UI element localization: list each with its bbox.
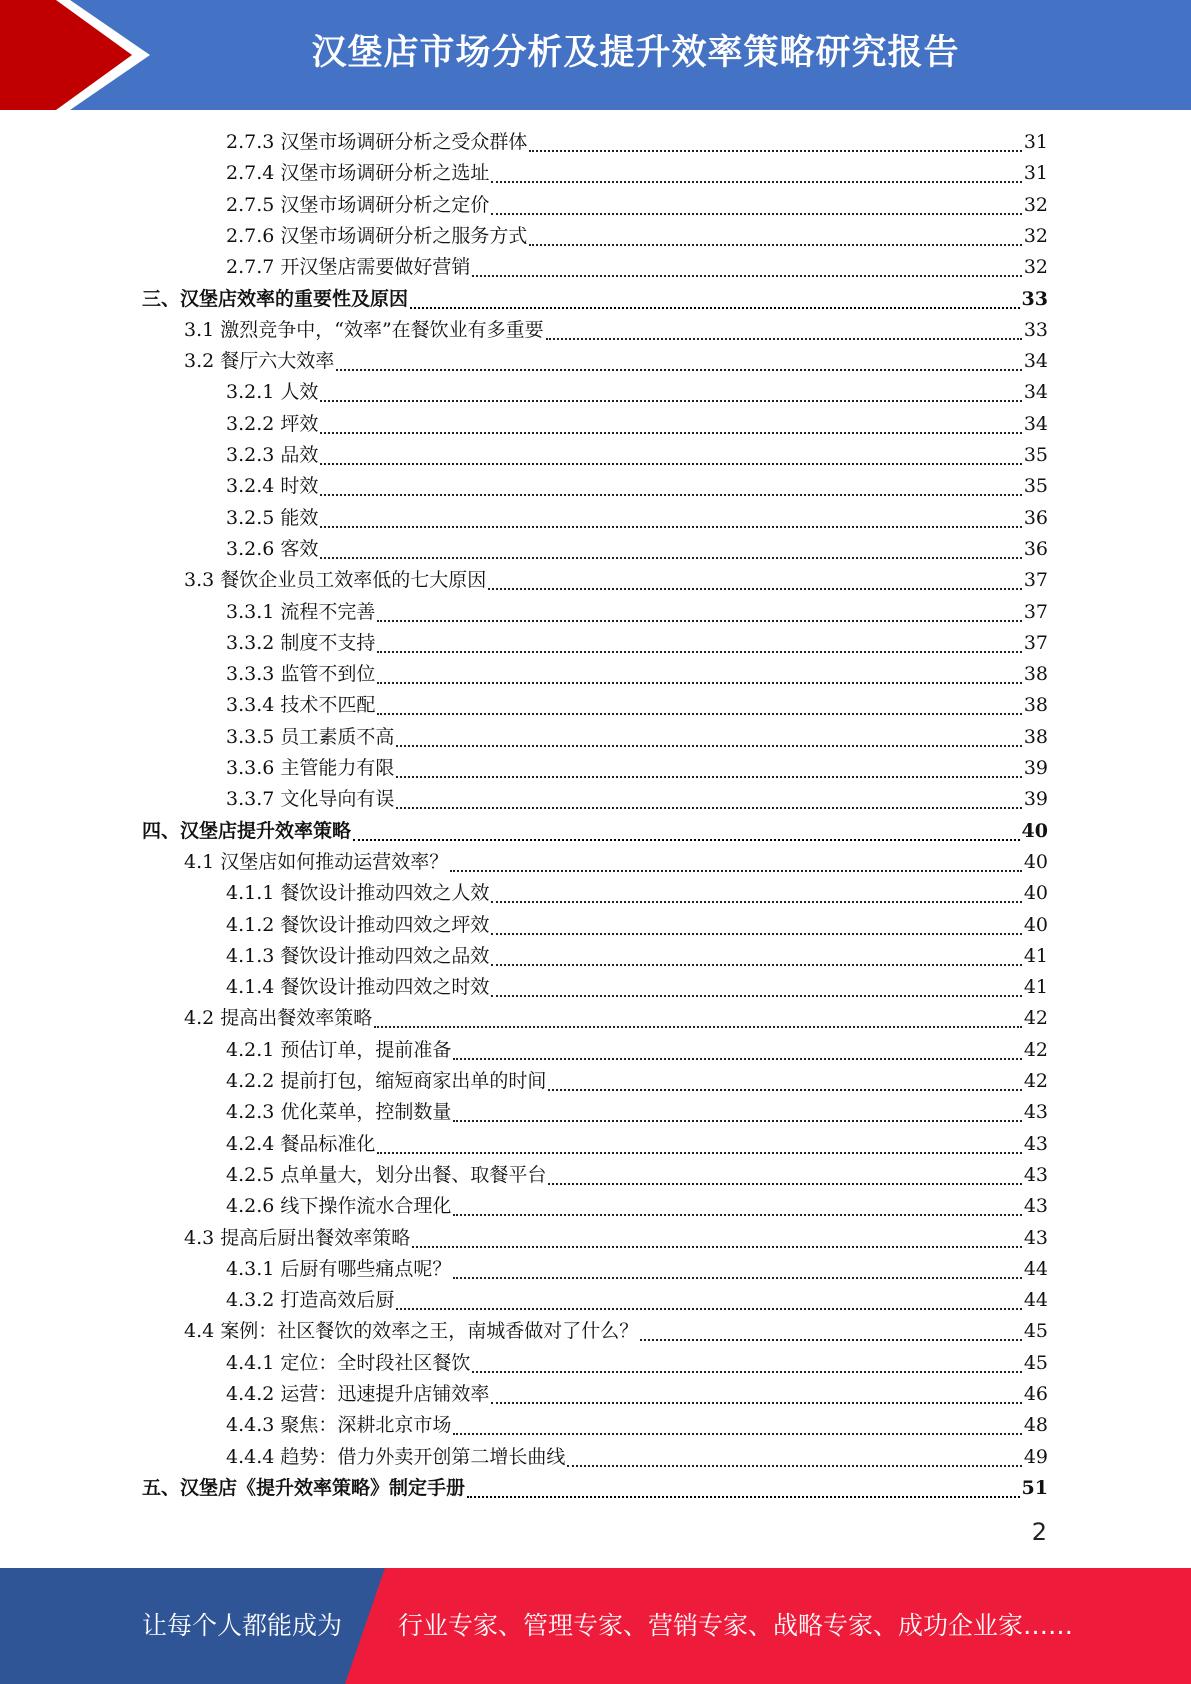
toc-entry-title: 4.2.3 优化菜单，控制数量 (226, 1101, 452, 1124)
toc-entry[interactable] (226, 1097, 1048, 1128)
page-header (0, 0, 1191, 110)
toc-entry-title: 四、汉堡店提升效率策略 (142, 819, 352, 842)
toc-entry-title: 4.3.1 后厨有哪些痛点呢？ (226, 1257, 452, 1280)
toc-entry-title: 4.1.2 餐饮设计推动四效之坪效 (226, 913, 490, 936)
toc-entry-page: 31 (1023, 131, 1048, 153)
toc-entry[interactable] (142, 1473, 1048, 1504)
toc-entry-page: 36 (1023, 537, 1048, 560)
toc-entry-page: 40 (1021, 819, 1048, 842)
toc-entry[interactable] (226, 1410, 1048, 1441)
toc-entry-title: 4.2.2 提前打包，缩短商家出单的时间 (226, 1070, 547, 1092)
toc-entry-page: 42 (1023, 1038, 1048, 1061)
toc-entry[interactable] (226, 1442, 1048, 1473)
toc-entry[interactable] (226, 690, 1048, 721)
toc-entry-title: 4.2.1 预估订单，提前准备 (226, 1038, 452, 1061)
toc-dot-leader (396, 775, 1021, 778)
toc-entry[interactable] (226, 409, 1048, 440)
toc-entry[interactable] (226, 503, 1048, 534)
toc-entry[interactable] (226, 1035, 1048, 1066)
toc-entry[interactable] (226, 440, 1048, 471)
toc-entry[interactable] (226, 1066, 1048, 1097)
toc-entry[interactable] (226, 628, 1048, 659)
toc-dot-leader (453, 1213, 1021, 1216)
toc-entry-title: 五、汉堡店《提升效率策略》制定手册 (142, 1476, 466, 1499)
toc-entry[interactable] (226, 722, 1048, 753)
toc-entry[interactable] (226, 784, 1048, 815)
toc-entry-title: 4.1.1 餐饮设计推动四效之人效 (226, 882, 490, 905)
toc-entry-title: 3.3.7 文化导向有误 (226, 788, 395, 811)
toc-entry-page: 49 (1023, 1445, 1048, 1468)
toc-entry-title: 3.2.2 坪效 (226, 412, 319, 435)
toc-entry[interactable] (226, 1129, 1048, 1160)
toc-entry-title: 3.2.4 时效 (226, 475, 319, 498)
toc-entry-page: 31 (1023, 162, 1048, 185)
toc-entry[interactable] (184, 315, 1048, 346)
toc-entry-title: 2.7.6 汉堡市场调研分析之服务方式 (226, 224, 528, 247)
toc-entry-title: 2.7.4 汉堡市场调研分析之选址 (226, 162, 490, 185)
toc-entry[interactable] (184, 1223, 1048, 1254)
toc-entry[interactable] (226, 158, 1048, 189)
toc-entry[interactable] (226, 941, 1048, 972)
toc-entry-page: 38 (1023, 725, 1048, 748)
footer-slogan-left: 让每个人都能成为 (142, 1611, 343, 1640)
toc-entry-page: 35 (1023, 444, 1048, 466)
toc-entry-title: 2.7.3 汉堡市场调研分析之受众群体 (226, 131, 528, 153)
toc-entry[interactable] (142, 284, 1048, 315)
toc-dot-leader (453, 1119, 1021, 1122)
toc-entry-title: 3.3.2 制度不支持 (226, 631, 376, 654)
toc-dot-leader (546, 337, 1022, 340)
toc-dot-leader (377, 650, 1021, 653)
toc-entry[interactable] (226, 127, 1048, 158)
toc-entry[interactable] (226, 1160, 1048, 1191)
toc-entry-title: 3.1 激烈竞争中，“效率”在餐饮业有多重要 (184, 318, 544, 341)
toc-entry[interactable] (226, 1348, 1048, 1379)
toc-dot-leader (567, 1464, 1021, 1467)
toc-entry-page: 32 (1023, 193, 1048, 216)
toc-dot-leader (396, 744, 1021, 747)
toc-dot-leader (320, 399, 1021, 402)
toc-dot-leader (453, 1276, 1021, 1279)
toc-entry-page: 32 (1023, 256, 1048, 279)
toc-entry-title: 4.4.4 趋势：借力外卖开创第二增长曲线 (226, 1445, 566, 1468)
toc-entry-page: 51 (1021, 1476, 1048, 1499)
toc-entry[interactable] (226, 972, 1048, 1003)
toc-dot-leader (377, 681, 1021, 684)
toc-entry[interactable] (226, 534, 1048, 565)
toc-entry-title: 3.3.3 监管不到位 (226, 663, 376, 686)
page-footer (0, 1568, 1191, 1684)
toc-entry[interactable] (226, 1254, 1048, 1285)
toc-dot-leader (472, 274, 1021, 277)
toc-entry-page: 40 (1023, 913, 1048, 936)
toc-entry-page: 45 (1023, 1320, 1048, 1343)
toc-entry-page: 45 (1023, 1351, 1048, 1374)
toc-entry-title: 4.2.6 线下操作流水合理化 (226, 1195, 452, 1218)
toc-dot-leader (491, 1401, 1021, 1404)
toc-dot-leader (488, 587, 1022, 590)
toc-entry[interactable] (184, 346, 1048, 377)
toc-entry[interactable] (226, 910, 1048, 941)
toc-entry-title: 4.2 提高出餐效率策略 (184, 1007, 373, 1030)
toc-entry-title: 3.2.1 人效 (226, 381, 319, 404)
toc-entry[interactable] (184, 1316, 1048, 1347)
toc-entry[interactable] (184, 847, 1048, 878)
toc-entry-page: 33 (1023, 318, 1048, 341)
toc-entry-page: 37 (1023, 600, 1048, 623)
toc-entry-page: 38 (1023, 663, 1048, 686)
toc-dot-leader (640, 1338, 1022, 1341)
footer-slogan-right: 行业专家、管理专家、营销专家、战略专家、成功企业家…… (398, 1611, 1074, 1640)
toc-entry-page: 46 (1023, 1383, 1048, 1405)
toc-dot-leader (491, 994, 1021, 997)
toc-dot-leader (529, 243, 1021, 246)
toc-entry-page: 36 (1023, 506, 1048, 529)
toc-dot-leader (491, 900, 1021, 903)
toc-entry-title: 3.3 餐饮企业员工效率低的七大原因 (184, 569, 487, 592)
toc-dot-leader (453, 1432, 1021, 1435)
toc-entry-page: 40 (1023, 850, 1048, 873)
page-number: 2 (1031, 1518, 1047, 1546)
toc-entry[interactable] (226, 597, 1048, 628)
toc-dot-leader (320, 462, 1021, 465)
toc-entry[interactable] (226, 753, 1048, 784)
toc-entry-title: 4.1.4 餐饮设计推动四效之时效 (226, 976, 490, 999)
toc-entry-title: 4.3.2 打造高效后厨 (226, 1289, 395, 1312)
toc-dot-leader (320, 525, 1021, 528)
toc-entry-page: 32 (1023, 224, 1048, 247)
toc-entry-title: 3.3.4 技术不匹配 (226, 694, 376, 717)
toc-dot-leader (450, 869, 1022, 872)
toc-entry-title: 三、汉堡店效率的重要性及原因 (142, 287, 409, 310)
toc-dot-leader (410, 306, 1020, 309)
toc-entry-page: 48 (1023, 1414, 1048, 1437)
toc-entry-page: 34 (1023, 412, 1048, 435)
toc-entry-page: 38 (1023, 694, 1048, 717)
toc-entry-page: 39 (1023, 788, 1048, 811)
toc-entry-page: 42 (1023, 1007, 1048, 1030)
toc-entry-page: 40 (1023, 882, 1048, 905)
toc-dot-leader (374, 1025, 1022, 1028)
toc-dot-leader (491, 963, 1021, 966)
toc-entry[interactable] (226, 252, 1048, 283)
toc-entry-title: 2.7.7 开汉堡店需要做好营销 (226, 256, 471, 279)
toc-dot-leader (529, 149, 1021, 152)
toc-entry-page: 39 (1023, 757, 1048, 779)
toc-entry-page: 37 (1023, 569, 1048, 592)
toc-entry-page: 34 (1023, 350, 1048, 373)
toc-dot-leader (336, 368, 1022, 371)
toc-entry-page: 43 (1023, 1195, 1048, 1218)
toc-entry-page: 43 (1023, 1101, 1048, 1124)
toc-dot-leader (548, 1088, 1021, 1091)
toc-entry-page: 33 (1021, 287, 1048, 310)
toc-entry-page: 43 (1023, 1226, 1048, 1249)
toc-dot-leader (472, 1370, 1021, 1373)
toc-entry-page: 35 (1023, 475, 1048, 498)
toc-entry-title: 4.1 汉堡店如何推动运营效率？ (184, 850, 449, 873)
toc-entry-page: 43 (1023, 1132, 1048, 1155)
toc-entry-title: 4.3 提高后厨出餐效率策略 (184, 1226, 411, 1249)
toc-entry[interactable] (226, 377, 1048, 408)
toc-entry[interactable] (226, 659, 1048, 690)
toc-entry-title: 4.2.4 餐品标准化 (226, 1132, 376, 1155)
toc-entry-title: 4.4.1 定位：全时段社区餐饮 (226, 1351, 471, 1374)
toc-entry-title: 4.2.5 点单量大，划分出餐、取餐平台 (226, 1163, 547, 1186)
toc-dot-leader (320, 493, 1021, 496)
toc-entry-title: 3.3.1 流程不完善 (226, 600, 376, 623)
toc-entry[interactable] (226, 471, 1048, 502)
toc-entry-title: 3.2.6 客效 (226, 537, 319, 560)
toc-dot-leader (320, 556, 1021, 559)
toc-entry[interactable] (226, 1191, 1048, 1222)
toc-entry-title: 3.2 餐厅六大效率 (184, 350, 335, 373)
toc-entry-page: 44 (1023, 1257, 1048, 1280)
toc-entry-page: 34 (1023, 381, 1048, 404)
report-title: 汉堡店市场分析及提升效率策略研究报告 (311, 33, 960, 73)
toc-dot-leader (548, 1182, 1021, 1185)
toc-dot-leader (353, 838, 1020, 841)
toc-entry-page: 44 (1023, 1289, 1048, 1312)
toc-entry[interactable] (184, 565, 1048, 596)
toc-entry[interactable] (142, 816, 1048, 847)
toc-dot-leader (377, 1151, 1021, 1154)
toc-entry[interactable] (226, 221, 1048, 252)
toc-entry-title: 3.3.5 员工素质不高 (226, 725, 395, 748)
toc-dot-leader (453, 1057, 1021, 1060)
toc-dot-leader (396, 806, 1021, 809)
toc-dot-leader (491, 932, 1021, 935)
toc-dot-leader (412, 1245, 1022, 1248)
toc-entry-page: 41 (1023, 976, 1048, 999)
toc-entry-title: 4.4.2 运营：迅速提升店铺效率 (226, 1383, 490, 1405)
toc-dot-leader (491, 180, 1021, 183)
toc-dot-leader (320, 431, 1021, 434)
toc-dot-leader (396, 1307, 1021, 1310)
toc-entry[interactable] (226, 878, 1048, 909)
toc-entry[interactable] (226, 1379, 1048, 1410)
toc-entry-title: 3.2.3 品效 (226, 444, 319, 466)
toc-dot-leader (467, 1495, 1020, 1498)
toc-entry-title: 4.4.3 聚焦：深耕北京市场 (226, 1414, 452, 1437)
toc-entry-title: 2.7.5 汉堡市场调研分析之定价 (226, 193, 490, 216)
toc-entry[interactable] (226, 190, 1048, 221)
toc-dot-leader (377, 712, 1021, 715)
toc-entry-title: 3.3.6 主管能力有限 (226, 757, 395, 779)
toc-entry-page: 37 (1023, 631, 1048, 654)
toc-entry[interactable] (184, 1003, 1048, 1034)
toc-entry-title: 4.4 案例：社区餐饮的效率之王，南城香做对了什么？ (184, 1320, 639, 1343)
toc-entry-page: 42 (1023, 1070, 1048, 1092)
toc-dot-leader (377, 619, 1021, 622)
toc-entry-page: 43 (1023, 1163, 1048, 1186)
toc-entry-title: 3.2.5 能效 (226, 506, 319, 529)
toc-entry-page: 41 (1023, 944, 1048, 967)
toc-entry[interactable] (226, 1285, 1048, 1316)
toc-entry-title: 4.1.3 餐饮设计推动四效之品效 (226, 944, 490, 967)
toc-dot-leader (491, 212, 1021, 215)
red-chevron-decoration (0, 0, 160, 110)
